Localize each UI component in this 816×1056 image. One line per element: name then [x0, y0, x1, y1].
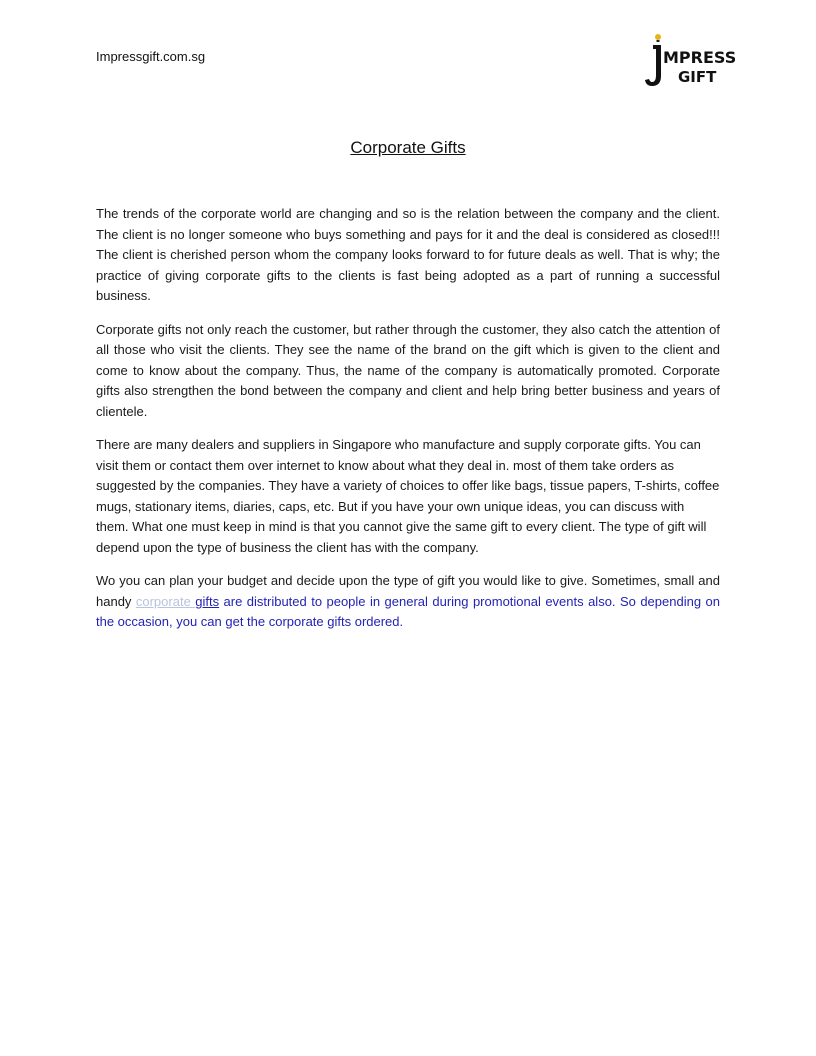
paragraph-4: [96, 571, 720, 633]
logo-text-line2: GIFT: [678, 68, 717, 86]
gifts-link[interactable]: gifts: [195, 593, 220, 609]
paragraph-3: There are many dealers and suppliers in Singapore who manufacture and supply corporate gifts. You can visit them or contact them over internet to know about what they deal in. most of them take orders as suggested by the companies. They have a variety of choices to offer like bags, tissue papers, T-shirts, coffee mugs, stationary items, diaries, caps, etc. But if you have your own unique ideas, you can discuss with them. What one must keep in mind is that you cannot give the same gift to every client. The type of gift will depend upon the type of business the client has with the company.: [96, 437, 720, 555]
corporate-link[interactable]: corporate: [135, 593, 196, 609]
impress-gift-logo: [640, 28, 737, 92]
logo-bulb-icon: [655, 34, 661, 42]
paragraph-1: The trends of the corporate world are changing and so is the relation between the company and the client. The client is no longer someone who buys something and pays for it and the deal is considered as closed!!! The client is cherished person whom the company looks forward to for future deals as well. That is why; the practice of giving corporate gifts to the clients is fast being adopted as a part of running a successful business.: [96, 206, 720, 303]
document-title: Corporate Gifts: [350, 138, 466, 157]
document-body: [96, 204, 720, 646]
paragraph-2: Corporate gifts not only reach the customer, but rather through the customer, they also catch the attention of all those who visit the clients. They see the name of the brand on the gift which is given to the client and come to know about the company. Thus, the name of the company is automatically promoted. Corporate gifts also strengthen the bond between the company and client and help bring better business and years of clientele.: [96, 321, 720, 419]
logo-text-line1: MPRESS: [663, 48, 737, 67]
paragraph-4-ending: are distributed to people in general during promotional events also. So depending on the occasion, you can get the corporate gifts ordered.: [96, 593, 720, 629]
logo-j-mark: [645, 45, 661, 86]
header-site-name: Impressgift.com.sg: [96, 49, 206, 64]
paragraph-4-intro: Wo you can plan your budget and decide upon the type of gift you would like to give. Sometimes, small and handy: [96, 573, 720, 609]
